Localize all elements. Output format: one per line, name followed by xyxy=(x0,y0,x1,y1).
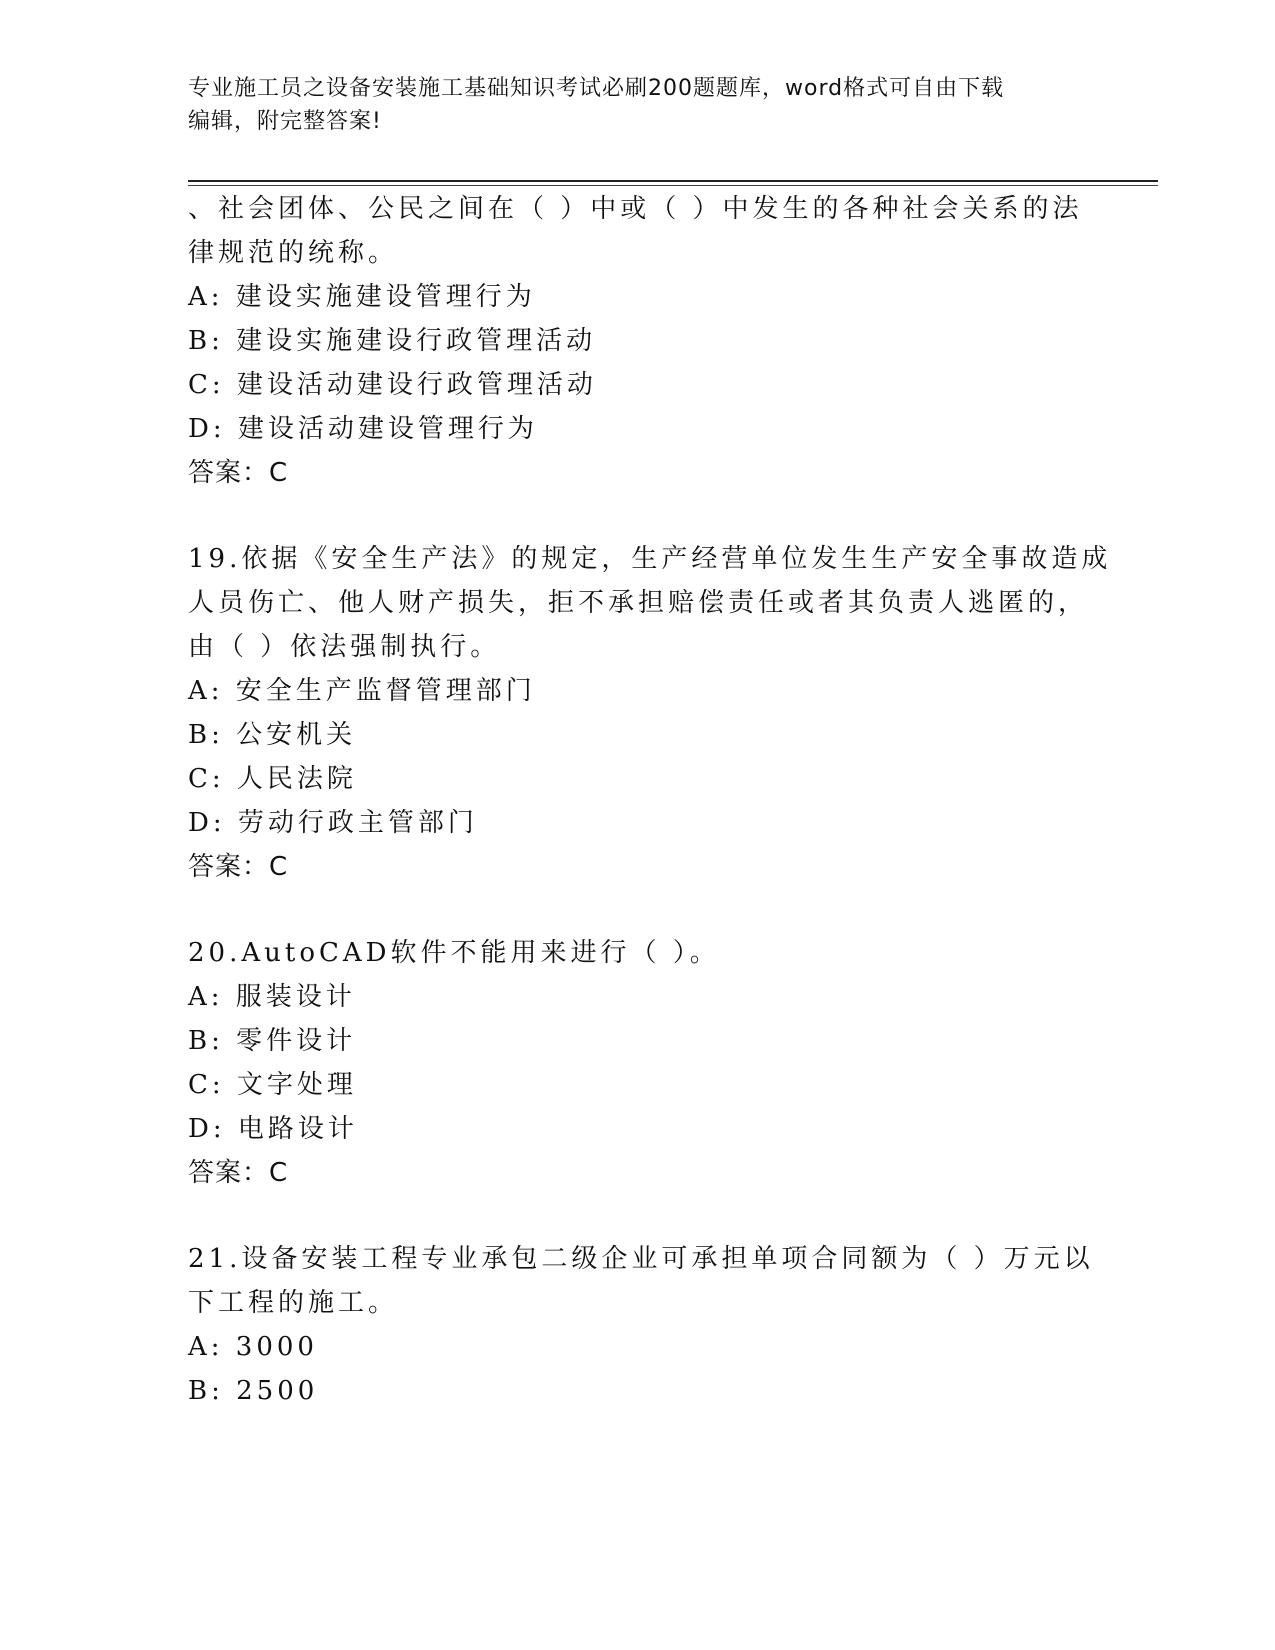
q18-option-b: B: 建设实施建设行政管理活动 xyxy=(188,326,597,356)
header-title-line-2: 编辑，附完整答案! xyxy=(188,109,382,134)
header-divider-thick xyxy=(188,180,1158,182)
q21-option-b: B: 2500 xyxy=(188,1376,319,1406)
q19-stem-line-2: 人员伤亡、他人财产损失，拒不承担赔偿责任或者其负责人逃匿的， xyxy=(188,588,1089,618)
q20-option-c: C: 文字处理 xyxy=(188,1070,357,1100)
q19-stem-line-1: 19.依据《安全生产法》的规定，生产经营单位发生生产安全事故造成 xyxy=(188,544,1112,574)
q19-option-a: A: 安全生产监督管理部门 xyxy=(188,676,536,706)
q20-answer: 答案：C xyxy=(188,1158,289,1188)
q18-option-c: C: 建设活动建设行政管理活动 xyxy=(188,370,597,400)
document-header xyxy=(188,72,1088,138)
q18-option-d: D: 建设活动建设管理行为 xyxy=(188,414,538,444)
q18-option-a: A: 建设实施建设管理行为 xyxy=(188,282,536,312)
q20-stem-line-1: 20.AutoCAD软件不能用来进行（ ）。 xyxy=(188,938,720,968)
header-title-line-1: 专业施工员之设备安装施工基础知识考试必刷200题题库，word格式可自由下载 xyxy=(188,76,1005,101)
q21-stem-line-2: 下工程的施工。 xyxy=(188,1288,399,1318)
q19-option-d: D: 劳动行政主管部门 xyxy=(188,808,478,838)
q19-answer: 答案：C xyxy=(188,852,289,882)
q19-option-b: B: 公安机关 xyxy=(188,720,357,750)
q21-stem-line-1: 21.设备安装工程专业承包二级企业可承担单项合同额为（ ）万元以 xyxy=(188,1244,1094,1274)
header-divider-thin xyxy=(188,185,1158,186)
q20-option-d: D: 电路设计 xyxy=(188,1114,358,1144)
q18-stem-line-2: 律规范的统称。 xyxy=(188,238,399,268)
q19-option-c: C: 人民法院 xyxy=(188,764,357,794)
q20-option-a: A: 服装设计 xyxy=(188,982,356,1012)
q21-option-a: A: 3000 xyxy=(188,1332,318,1362)
q19-stem-line-3: 由（ ）依法强制执行。 xyxy=(188,632,501,662)
q18-answer: 答案：C xyxy=(188,458,289,488)
q20-option-b: B: 零件设计 xyxy=(188,1026,357,1056)
q18-stem-line-1: 、社会团体、公民之间在（ ）中或（ ）中发生的各种社会关系的法 xyxy=(188,194,1083,224)
